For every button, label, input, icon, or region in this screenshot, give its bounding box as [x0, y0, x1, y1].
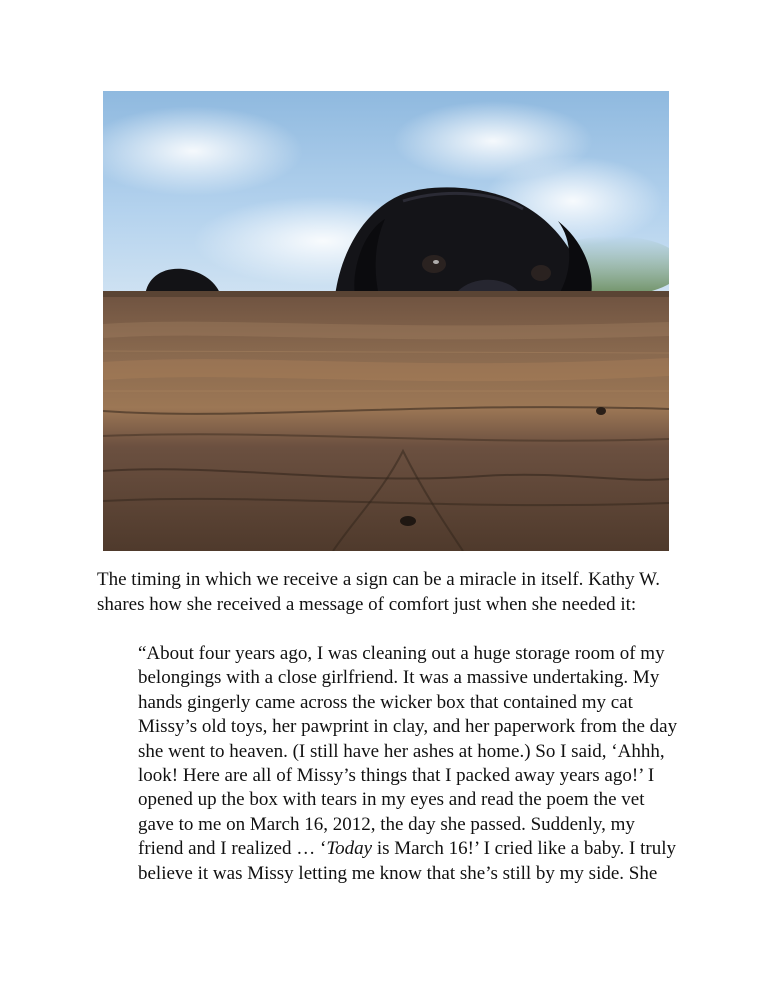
- quote-line: believe it was Missy letting me know that she’s still by my side. She: [138, 862, 658, 884]
- quote-line: [138, 837, 718, 861]
- quote-line: gave to me on March 16, 2012, the day she passed. Suddenly, my: [138, 813, 635, 835]
- intro-line: shares how she received a message of comfort just when she needed it:: [97, 593, 637, 615]
- intro-paragraph: [97, 568, 737, 617]
- quote-line: opened up the box with tears in my eyes and read the poem the vet: [138, 789, 645, 811]
- quote-line: look! Here are all of Missy’s things that I packed away years ago!’ I: [138, 765, 655, 787]
- intro-line: The timing in which we receive a sign can be a miracle in itself. Kathy W.: [97, 569, 660, 590]
- quote-line: she went to heaven. (I still have her ashes at home.) So I said, ‘Ahhh,: [138, 740, 665, 762]
- quote-text: friend and I realized … ‘: [138, 838, 327, 860]
- quote-line: “About four years ago, I was cleaning out a huge storage room of my: [138, 643, 665, 664]
- quote-text: is March 16!’ I cried like a baby. I truly: [372, 838, 676, 860]
- quote-line: belongings with a close girlfriend. It was a massive undertaking. My: [138, 667, 660, 689]
- italic-emphasis: Today: [326, 838, 373, 860]
- quote-line: Missy’s old toys, her pawprint in clay, and her paperwork from the day: [138, 716, 678, 738]
- block-quote: [138, 642, 718, 886]
- photo-dog-peeking-over-fence: [103, 91, 669, 551]
- wooden-fence: [103, 291, 669, 551]
- quote-line: hands gingerly came across the wicker box that contained my cat: [138, 691, 633, 713]
